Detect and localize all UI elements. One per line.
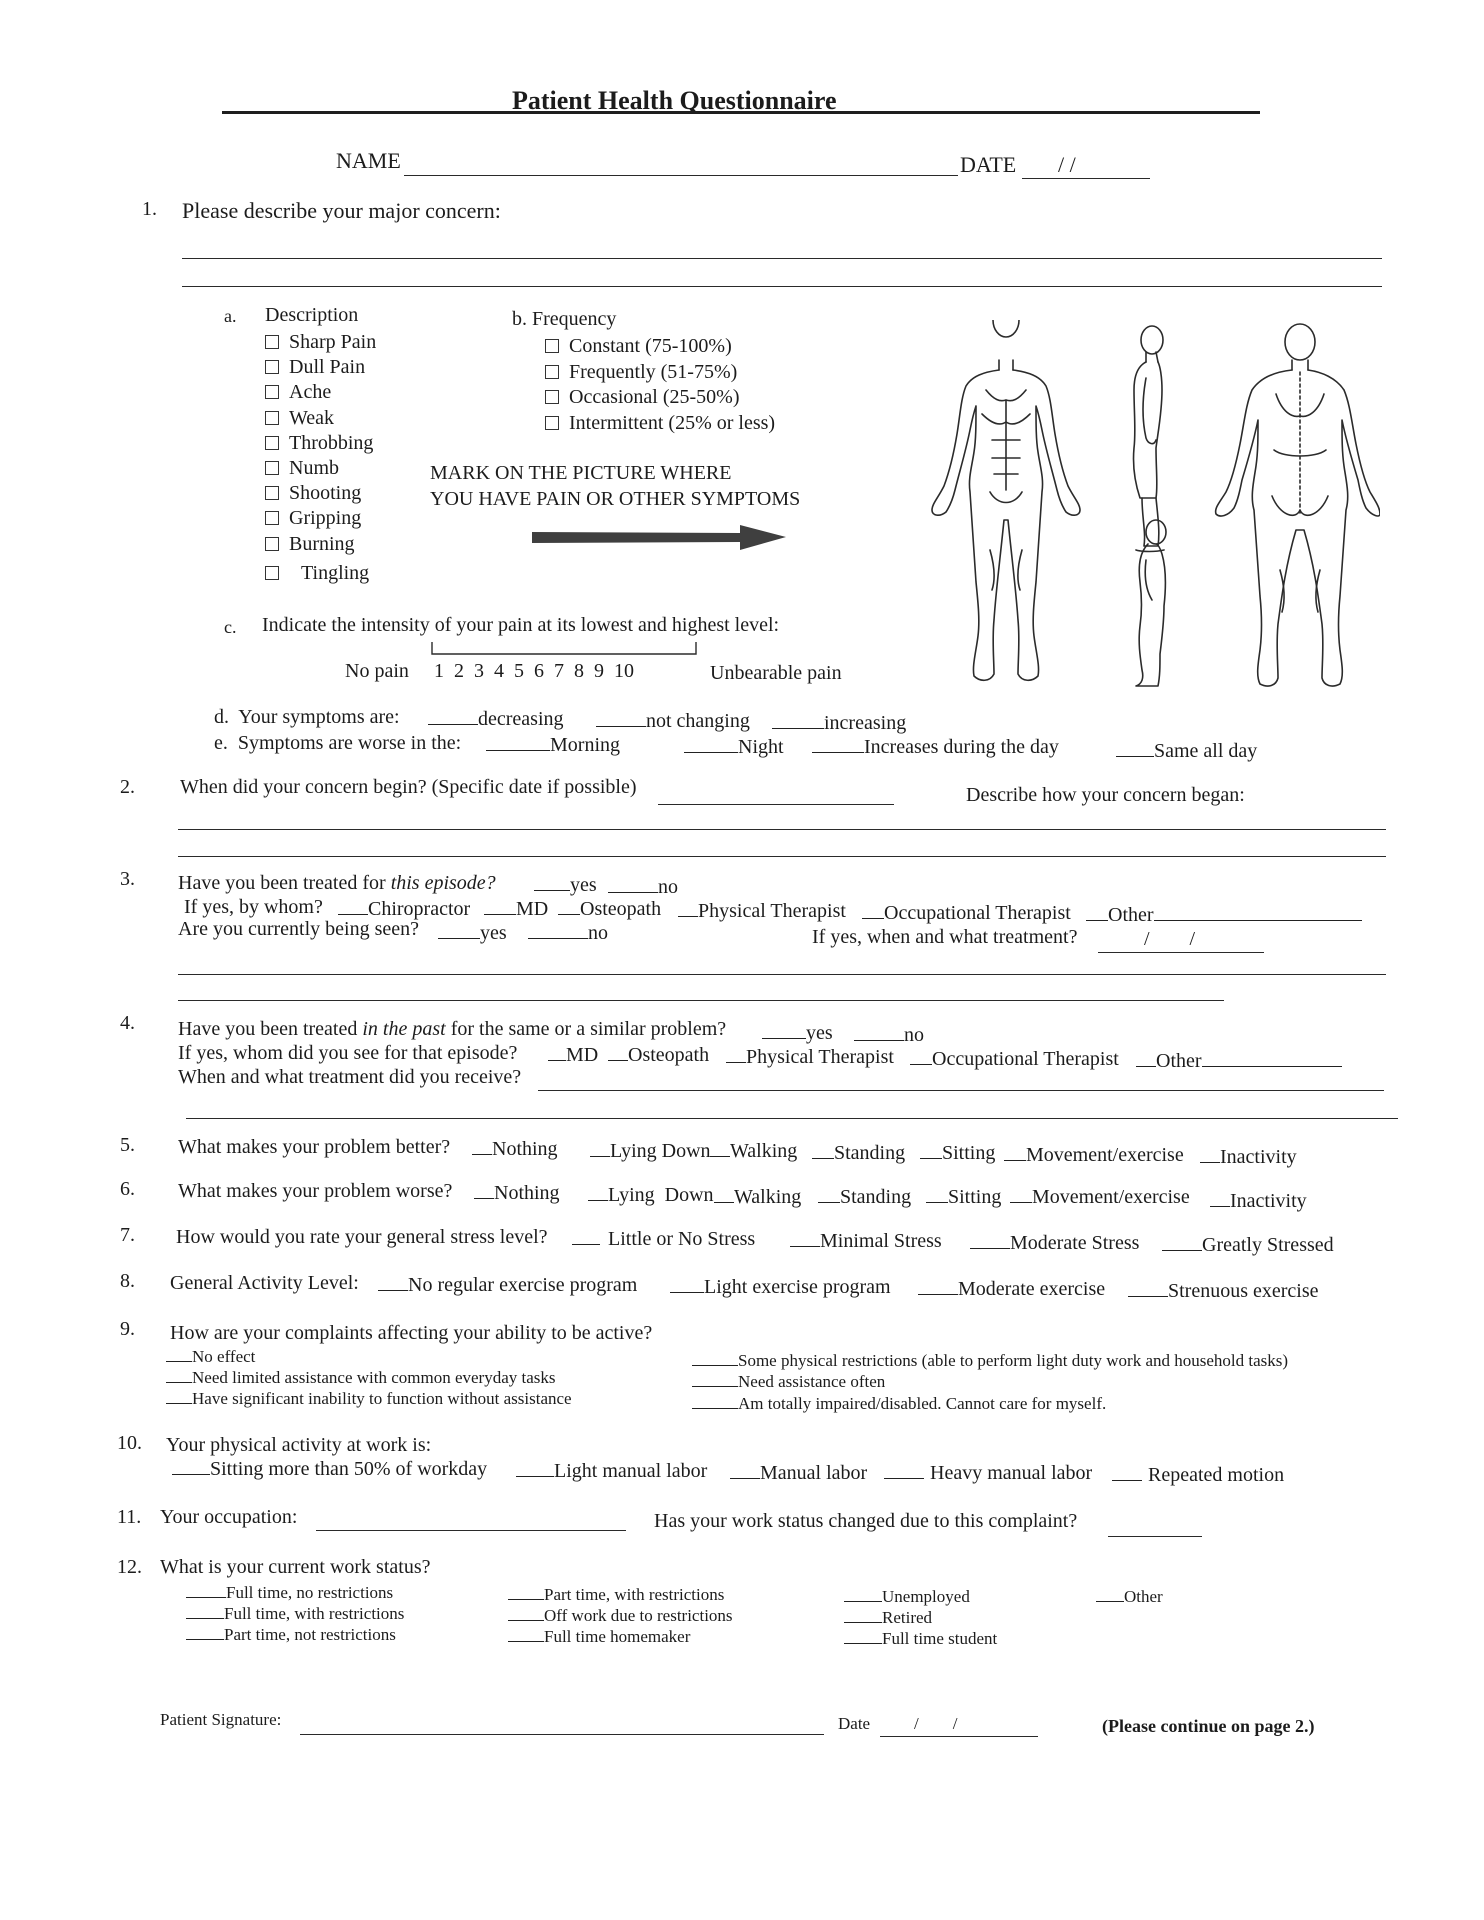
q9-option[interactable]: No effect — [166, 1346, 572, 1367]
q4-answer-line[interactable] — [186, 1118, 1398, 1119]
q4-provider-ot[interactable]: Occupational Therapist — [910, 1048, 1119, 1071]
blank-line[interactable] — [862, 917, 884, 919]
q7-question: How would you rate your general stress level? — [176, 1226, 548, 1248]
q9-question: How are your complaints affecting your ability to be active? — [170, 1322, 653, 1344]
q12-number: 12. — [117, 1556, 142, 1578]
q1c-text: Indicate the intensity of your pain at its lowest and highest level: — [262, 614, 780, 636]
blank-line[interactable] — [166, 1360, 192, 1362]
body-side-figure-2[interactable] — [1136, 520, 1166, 686]
blank-line[interactable] — [1200, 1161, 1220, 1163]
q10-option[interactable]: Light manual labor — [516, 1460, 707, 1483]
q10-option[interactable]: Manual labor — [730, 1462, 867, 1485]
blank-line[interactable] — [926, 1201, 948, 1203]
blank-line[interactable] — [920, 1157, 942, 1159]
blank-line[interactable] — [1112, 1479, 1142, 1481]
blank-line[interactable] — [438, 937, 480, 939]
blank-line[interactable] — [608, 1059, 628, 1061]
q8-option[interactable]: Moderate exercise — [918, 1278, 1105, 1301]
blank-line[interactable] — [548, 1059, 566, 1061]
q3-date-slashes: / / — [1144, 928, 1196, 950]
desc-item[interactable]: Gripping — [265, 506, 376, 531]
date-label: DATE — [960, 152, 1017, 177]
blank-line[interactable] — [508, 1598, 544, 1600]
checkbox-icon[interactable] — [545, 365, 559, 379]
desc-item[interactable]: Sharp Pain — [265, 330, 376, 355]
q3-answer-line-1[interactable] — [178, 974, 1386, 975]
desc-item[interactable]: Shooting — [265, 481, 376, 506]
blank-line[interactable] — [166, 1381, 192, 1383]
q5-option[interactable]: Walking — [710, 1140, 797, 1163]
q3-question: Have you been treated for this episode? — [178, 872, 496, 894]
blank-line[interactable] — [338, 913, 368, 915]
q8-option[interactable]: Light exercise program — [670, 1276, 891, 1299]
checkbox-icon[interactable] — [265, 486, 279, 500]
q3-by-whom: If yes, by whom? — [184, 896, 323, 918]
q9-number: 9. — [120, 1318, 135, 1340]
q12-col3 — [844, 1586, 997, 1649]
desc-item[interactable]: Numb — [265, 456, 376, 481]
q4-when-field[interactable] — [538, 1090, 1384, 1091]
desc-item[interactable]: Burning — [265, 532, 376, 557]
blank-line[interactable] — [528, 937, 588, 939]
q8-option[interactable]: No regular exercise program — [378, 1274, 637, 1297]
blank-line[interactable] — [166, 1402, 192, 1404]
scale-low-label: No pain — [345, 660, 409, 682]
q9-left-options — [166, 1346, 572, 1409]
blank-line[interactable] — [678, 915, 698, 917]
q5-question: What makes your problem better? — [178, 1136, 451, 1158]
checkbox-icon[interactable] — [265, 335, 279, 349]
q12-col1 — [186, 1582, 404, 1645]
q3-number: 3. — [120, 868, 135, 890]
name-label: NAME — [336, 148, 401, 173]
checkbox-icon[interactable] — [265, 537, 279, 551]
q3-yes-option[interactable]: yes — [534, 874, 597, 897]
q7-option[interactable]: Little or No Stress — [572, 1228, 755, 1251]
body-diagram[interactable] — [920, 320, 1380, 692]
blank-line[interactable] — [596, 725, 646, 727]
checkbox-icon[interactable] — [265, 385, 279, 399]
blank-line[interactable] — [692, 1385, 738, 1387]
checkbox-icon[interactable] — [265, 436, 279, 450]
mark-instruction-1: MARK ON THE PICTURE WHERE — [430, 462, 732, 484]
blank-line[interactable] — [714, 1201, 734, 1203]
q12-option[interactable]: Other — [1096, 1586, 1163, 1607]
blank-line[interactable] — [790, 1245, 820, 1247]
footer-date-label: Date — [838, 1714, 871, 1733]
desc-item[interactable]: Ache — [265, 380, 376, 405]
checkbox-icon[interactable] — [265, 461, 279, 475]
desc-item[interactable]: Weak — [265, 406, 376, 431]
blank-line[interactable] — [534, 889, 570, 891]
blank-line[interactable] — [762, 1037, 806, 1039]
blank-line[interactable] — [558, 913, 580, 915]
pain-scale-bracket — [430, 640, 700, 660]
q9-right-options — [692, 1350, 1288, 1414]
q6-option[interactable]: Lying Down — [588, 1184, 714, 1207]
freq-item[interactable]: Frequently (51-75%) — [545, 360, 775, 386]
blank-line[interactable] — [854, 1039, 904, 1041]
q1d-option-not-changing[interactable]: not changing — [596, 710, 750, 733]
q6-option[interactable]: Walking — [714, 1186, 801, 1209]
q10-option[interactable]: Sitting more than 50% of workday — [172, 1458, 487, 1481]
q11-question: Your occupation: — [160, 1506, 298, 1528]
q4-no-option[interactable]: no — [854, 1024, 924, 1047]
blank-line[interactable] — [1128, 1295, 1168, 1297]
blank-line[interactable] — [172, 1473, 210, 1475]
checkbox-icon[interactable] — [265, 566, 279, 580]
q4-number: 4. — [120, 1012, 135, 1034]
q1a-letter: a. — [224, 306, 237, 326]
blank-line[interactable] — [588, 1199, 608, 1201]
blank-line[interactable] — [378, 1289, 408, 1291]
blank-line[interactable] — [486, 749, 550, 751]
blank-line[interactable] — [970, 1247, 1010, 1249]
q4-provider-md[interactable]: MD — [548, 1044, 598, 1067]
mark-instruction-2: YOU HAVE PAIN OR OTHER SYMPTOMS — [430, 488, 801, 510]
body-side-figure[interactable] — [1133, 326, 1164, 552]
q1b-label: b. Frequency — [512, 308, 617, 330]
q1e-text: e. Symptoms are worse in the: — [214, 732, 462, 754]
q10-number: 10. — [117, 1432, 142, 1454]
q4-whom: If yes, whom did you see for that episode? — [178, 1042, 518, 1064]
q3-provider-pt[interactable]: Physical Therapist — [678, 900, 846, 923]
body-front-figure[interactable] — [932, 320, 1080, 680]
scale-high-label: Unbearable pain — [710, 662, 842, 684]
blank-line[interactable] — [1162, 1249, 1202, 1251]
blank-line[interactable] — [818, 1201, 840, 1203]
q3-when-what: If yes, when and what treatment? — [812, 926, 1078, 948]
q12-option[interactable]: Part time, with restrictions — [508, 1584, 733, 1605]
blank-line[interactable] — [726, 1061, 746, 1063]
checkbox-icon[interactable] — [545, 390, 559, 404]
signature-label: Patient Signature: — [160, 1710, 282, 1729]
blank-line[interactable] — [1004, 1159, 1026, 1161]
q3-answer-line-2[interactable] — [178, 1000, 1224, 1001]
q3-provider-chiropractor[interactable]: Chiropractor — [338, 898, 470, 921]
q2-question: When did your concern begin? (Specific date if possible) — [180, 776, 637, 798]
q3-provider-osteopath[interactable]: Osteopath — [558, 898, 661, 921]
q4-provider-pt[interactable]: Physical Therapist — [726, 1046, 894, 1069]
blank-line[interactable] — [1154, 919, 1362, 921]
q9-option[interactable]: Have significant inability to function without assistance — [166, 1388, 572, 1409]
q12-option[interactable]: Full time student — [844, 1628, 997, 1649]
q6-number: 6. — [120, 1178, 135, 1200]
q6-option[interactable]: Nothing — [474, 1182, 560, 1205]
q4-provider-other[interactable]: Other — [1136, 1050, 1342, 1073]
blank-line[interactable] — [484, 913, 516, 915]
date-slashes: / / — [1058, 152, 1076, 177]
q3-treatment-date-field[interactable] — [1098, 952, 1264, 953]
blank-line[interactable] — [812, 1157, 834, 1159]
freq-item[interactable]: Occasional (25-50%) — [545, 385, 775, 411]
blank-line[interactable] — [186, 1638, 224, 1640]
blank-line[interactable] — [1010, 1201, 1032, 1203]
blank-line[interactable] — [1202, 1065, 1342, 1067]
q11-changed: Has your work status changed due to this complaint? — [654, 1510, 1078, 1532]
work-status-changed-field[interactable] — [1108, 1536, 1202, 1537]
q1-answer-line-2[interactable] — [182, 286, 1382, 287]
checkbox-icon[interactable] — [265, 411, 279, 425]
q12-option[interactable]: Unemployed — [844, 1586, 997, 1607]
q11-number: 11. — [117, 1506, 142, 1528]
desc-item[interactable]: Throbbing — [265, 431, 376, 456]
q2-answer-line-2[interactable] — [178, 856, 1386, 857]
q12-option[interactable]: Full time, with restrictions — [186, 1603, 404, 1624]
q4-when: When and what treatment did you receive? — [178, 1066, 522, 1088]
signature-field[interactable] — [300, 1734, 824, 1735]
q10-question: Your physical activity at work is: — [166, 1434, 432, 1456]
blank-line[interactable] — [844, 1621, 882, 1623]
page-title: Patient Health Questionnaire — [512, 86, 837, 115]
blank-line[interactable] — [508, 1640, 544, 1642]
q12-col4 — [1096, 1586, 1163, 1607]
body-back-figure[interactable] — [1216, 324, 1380, 686]
q8-number: 8. — [120, 1270, 135, 1292]
blank-line[interactable] — [670, 1291, 704, 1293]
blank-line[interactable] — [428, 723, 478, 725]
description-list — [265, 330, 376, 586]
q2-answer-line-1[interactable] — [178, 829, 1386, 830]
q5-number: 5. — [120, 1134, 135, 1156]
q5-option[interactable]: Lying Down — [590, 1140, 711, 1163]
blank-line[interactable] — [1136, 1065, 1156, 1067]
q3-current: Are you currently being seen? — [178, 918, 420, 940]
checkbox-icon[interactable] — [265, 511, 279, 525]
blank-line[interactable] — [1096, 1600, 1124, 1602]
q12-option[interactable]: Off work due to restrictions — [508, 1605, 733, 1626]
q1-question: Please describe your major concern: — [182, 198, 501, 223]
q1e-option-night[interactable]: Night — [684, 736, 784, 759]
checkbox-icon[interactable] — [265, 360, 279, 374]
q9-option[interactable]: Some physical restrictions (able to perform light duty work and household tasks) — [692, 1350, 1288, 1371]
blank-line[interactable] — [844, 1642, 882, 1644]
blank-line[interactable] — [1086, 919, 1108, 921]
blank-line[interactable] — [772, 727, 824, 729]
q12-option[interactable]: Full time homemaker — [508, 1626, 733, 1647]
q4-provider-osteopath[interactable]: Osteopath — [608, 1044, 709, 1067]
checkbox-icon[interactable] — [545, 339, 559, 353]
blank-line[interactable] — [1116, 755, 1154, 757]
q1c-letter: c. — [224, 617, 237, 637]
q8-option[interactable]: Strenuous exercise — [1128, 1280, 1319, 1303]
date-field[interactable] — [1022, 178, 1150, 179]
q1d-option-decreasing[interactable]: decreasing — [428, 708, 564, 731]
q2-date-field[interactable] — [658, 804, 894, 805]
blank-line[interactable] — [910, 1063, 932, 1065]
blank-line[interactable] — [472, 1153, 492, 1155]
blank-line[interactable] — [710, 1155, 730, 1157]
blank-line[interactable] — [572, 1243, 600, 1245]
q1e-option-increases[interactable]: Increases during the day — [812, 736, 1059, 759]
blank-line[interactable] — [730, 1477, 760, 1479]
blank-line[interactable] — [692, 1407, 738, 1409]
checkbox-icon[interactable] — [545, 416, 559, 430]
q4-question: Have you been treated in the past for the same or a similar problem? — [178, 1018, 727, 1040]
q1-number: 1. — [142, 198, 157, 220]
q4-yes-option[interactable]: yes — [762, 1022, 833, 1045]
q12-option[interactable]: Part time, not restrictions — [186, 1624, 404, 1645]
footer-date-slashes: / / — [914, 1714, 958, 1733]
q12-question: What is your current work status? — [160, 1556, 431, 1578]
q3-current-no[interactable]: no — [528, 922, 608, 945]
q3-provider-ot[interactable]: Occupational Therapist — [862, 902, 1071, 925]
q5-option[interactable]: Sitting — [920, 1142, 995, 1165]
q6-option[interactable]: Sitting — [926, 1186, 1001, 1209]
q7-option[interactable]: Moderate Stress — [970, 1232, 1139, 1255]
blank-line[interactable] — [692, 1364, 738, 1366]
q9-option[interactable]: Am totally impaired/disabled. Cannot care for myself. — [692, 1393, 1288, 1414]
freq-item[interactable]: Constant (75-100%) — [545, 334, 775, 360]
q12-option[interactable]: Full time, no restrictions — [186, 1582, 404, 1603]
q12-option[interactable]: Retired — [844, 1607, 997, 1628]
pain-scale-numbers[interactable]: 1 2 3 4 5 6 7 8 9 10 — [434, 660, 634, 682]
q9-option[interactable]: Need assistance often — [692, 1371, 1288, 1392]
q6-option[interactable]: Inactivity — [1210, 1190, 1307, 1213]
blank-line[interactable] — [812, 751, 864, 753]
blank-line[interactable] — [608, 891, 658, 893]
desc-item[interactable]: Dull Pain — [265, 355, 376, 380]
q5-option[interactable]: Movement/exercise — [1004, 1144, 1184, 1167]
q5-option[interactable]: Nothing — [472, 1138, 558, 1161]
q1e-option-morning[interactable]: Morning — [486, 734, 620, 757]
q6-option[interactable]: Standing — [818, 1186, 911, 1209]
q1-answer-line-1[interactable] — [182, 258, 1382, 259]
blank-line[interactable] — [918, 1293, 958, 1295]
frequency-list — [545, 334, 775, 436]
q1d-option-increasing[interactable]: increasing — [772, 712, 906, 735]
q7-option[interactable]: Minimal Stress — [790, 1230, 942, 1253]
q3-provider-other[interactable]: Other — [1086, 904, 1362, 927]
q1d-text: d. Your symptoms are: — [214, 706, 400, 728]
q8-question: General Activity Level: — [170, 1272, 359, 1294]
q12-col2 — [508, 1584, 733, 1647]
q3-no-option[interactable]: no — [608, 876, 678, 899]
continue-note: (Please continue on page 2.) — [1102, 1716, 1315, 1736]
q2-describe-label: Describe how your concern began: — [966, 784, 1245, 806]
blank-line[interactable] — [474, 1197, 494, 1199]
q3-provider-md[interactable]: MD — [484, 898, 548, 921]
blank-line[interactable] — [186, 1617, 224, 1619]
footer-date-field[interactable] — [880, 1736, 1038, 1737]
q6-question: What makes your problem worse? — [178, 1180, 453, 1202]
q10-option[interactable]: Heavy manual labor — [884, 1462, 1092, 1485]
q5-option[interactable]: Standing — [812, 1142, 905, 1165]
freq-item[interactable]: Intermittent (25% or less) — [545, 411, 775, 437]
blank-line[interactable] — [1210, 1205, 1230, 1207]
q2-number: 2. — [120, 776, 135, 798]
arrow-right-icon — [530, 522, 790, 552]
blank-line[interactable] — [590, 1155, 610, 1157]
q3-current-yes[interactable]: yes — [438, 922, 507, 945]
title-rule — [222, 111, 1260, 114]
blank-line[interactable] — [508, 1619, 544, 1621]
q1e-option-same[interactable]: Same all day — [1116, 740, 1257, 763]
blank-line[interactable] — [884, 1477, 924, 1479]
occupation-field[interactable] — [316, 1530, 626, 1531]
name-field[interactable] — [404, 175, 958, 176]
blank-line[interactable] — [516, 1475, 554, 1477]
q1a-label: Description — [265, 304, 359, 326]
desc-item[interactable]: Tingling — [265, 561, 376, 586]
blank-line[interactable] — [684, 751, 738, 753]
q7-option[interactable]: Greatly Stressed — [1162, 1234, 1334, 1257]
blank-line[interactable] — [844, 1600, 882, 1602]
blank-line[interactable] — [186, 1596, 226, 1598]
q6-option[interactable]: Movement/exercise — [1010, 1186, 1190, 1209]
q10-option[interactable]: Repeated motion — [1112, 1464, 1284, 1487]
q5-option[interactable]: Inactivity — [1200, 1146, 1297, 1169]
q9-option[interactable]: Need limited assistance with common everyday tasks — [166, 1367, 572, 1388]
q7-number: 7. — [120, 1224, 135, 1246]
